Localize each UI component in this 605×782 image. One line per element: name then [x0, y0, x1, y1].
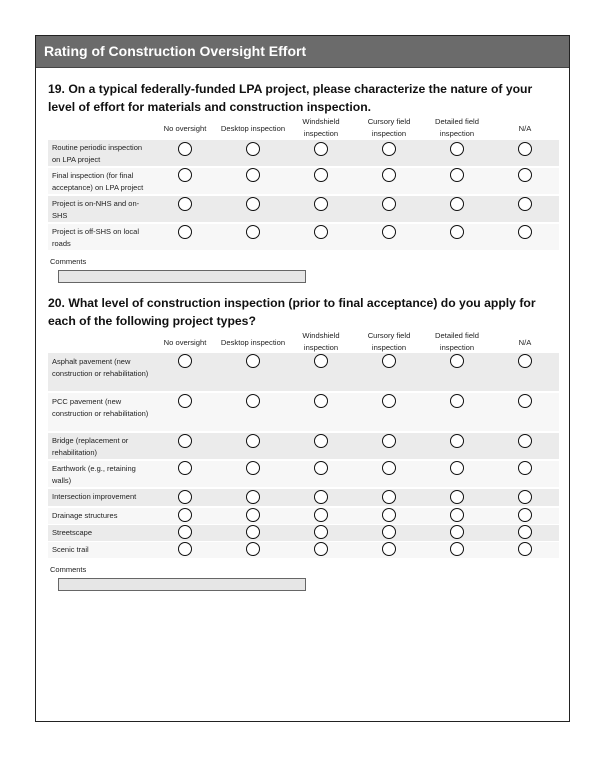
table-row — [48, 489, 559, 506]
radio-option-4[interactable] — [450, 168, 464, 182]
row-label: Project is off-SHS on local roads — [52, 227, 139, 248]
radio-option-0[interactable] — [178, 168, 192, 182]
q19-header-0: No oversight — [163, 124, 207, 133]
radio-option-0[interactable] — [178, 542, 192, 556]
row-label: Scenic trail — [52, 545, 89, 554]
radio-option-0[interactable] — [178, 434, 192, 448]
radio-option-2[interactable] — [314, 542, 328, 556]
radio-option-5[interactable] — [518, 434, 532, 448]
survey-page — [35, 35, 570, 722]
radio-option-4[interactable] — [450, 525, 464, 539]
radio-option-3[interactable] — [382, 168, 396, 182]
q19-header-4: Detailed field inspection — [435, 117, 479, 138]
row-label: Streetscape — [52, 528, 93, 537]
table-row — [48, 393, 559, 431]
radio-option-4[interactable] — [450, 434, 464, 448]
radio-option-4[interactable] — [450, 461, 464, 475]
q19-comments-field[interactable] — [58, 270, 306, 283]
q19-comments-label: Comments — [50, 257, 87, 266]
radio-option-1[interactable] — [246, 542, 260, 556]
radio-option-4[interactable] — [450, 354, 464, 368]
radio-option-5[interactable] — [518, 525, 532, 539]
table-row — [48, 433, 559, 459]
radio-option-5[interactable] — [518, 168, 532, 182]
row-label: Bridge (replacement or rehabilitation) — [52, 436, 129, 457]
radio-option-1[interactable] — [246, 461, 260, 475]
radio-option-0[interactable] — [178, 354, 192, 368]
table-row — [48, 542, 559, 558]
q20-header-2: Windshield inspection — [302, 331, 340, 352]
radio-option-2[interactable] — [314, 142, 328, 156]
radio-option-1[interactable] — [246, 394, 260, 408]
radio-option-3[interactable] — [382, 434, 396, 448]
radio-option-4[interactable] — [450, 490, 464, 504]
q20-header-1: Desktop inspection — [220, 338, 286, 347]
table-row — [48, 140, 559, 166]
radio-option-3[interactable] — [382, 508, 396, 522]
radio-option-5[interactable] — [518, 197, 532, 211]
table-row — [48, 168, 559, 194]
q19-header-1: Desktop inspection — [220, 124, 286, 133]
table-row — [48, 353, 559, 391]
radio-option-2[interactable] — [314, 197, 328, 211]
radio-option-3[interactable] — [382, 394, 396, 408]
q19-header-5: N/A — [518, 124, 532, 133]
radio-option-5[interactable] — [518, 542, 532, 556]
radio-option-4[interactable] — [450, 394, 464, 408]
radio-option-0[interactable] — [178, 394, 192, 408]
radio-option-1[interactable] — [246, 197, 260, 211]
row-label: Intersection improvement — [52, 492, 137, 501]
radio-option-1[interactable] — [246, 225, 260, 239]
radio-option-3[interactable] — [382, 142, 396, 156]
table-row — [48, 224, 559, 250]
question-20-text: 20. What level of construction inspection (prior to final acceptance) do you apply for each of the following project types? — [48, 296, 536, 328]
radio-option-3[interactable] — [382, 197, 396, 211]
radio-option-2[interactable] — [314, 508, 328, 522]
radio-option-3[interactable] — [382, 525, 396, 539]
row-label: PCC pavement (new construction or rehabilitation) — [52, 397, 149, 418]
radio-option-4[interactable] — [450, 508, 464, 522]
radio-option-5[interactable] — [518, 354, 532, 368]
radio-option-5[interactable] — [518, 225, 532, 239]
table-row — [48, 508, 559, 524]
q20-comments-field[interactable] — [58, 578, 306, 591]
radio-option-2[interactable] — [314, 490, 328, 504]
section-title: Rating of Construction Oversight Effort — [44, 43, 307, 59]
row-label: Drainage structures — [52, 511, 118, 520]
radio-option-4[interactable] — [450, 542, 464, 556]
radio-option-0[interactable] — [178, 508, 192, 522]
question-19-text: 19. On a typical federally-funded LPA project, please characterize the nature of your level of effort for materials and construction inspection. — [48, 82, 533, 114]
radio-option-0[interactable] — [178, 525, 192, 539]
radio-option-0[interactable] — [178, 461, 192, 475]
radio-option-5[interactable] — [518, 142, 532, 156]
radio-option-5[interactable] — [518, 490, 532, 504]
row-label: Project is on-NHS and on-SHS — [52, 199, 140, 220]
radio-option-0[interactable] — [178, 490, 192, 504]
q20-header-4: Detailed field inspection — [435, 331, 479, 352]
row-label: Routine periodic inspection on LPA project — [52, 143, 143, 164]
radio-option-1[interactable] — [246, 508, 260, 522]
radio-option-0[interactable] — [178, 197, 192, 211]
row-label: Asphalt pavement (new construction or rehabilitation) — [52, 357, 149, 378]
radio-option-2[interactable] — [314, 354, 328, 368]
radio-option-1[interactable] — [246, 490, 260, 504]
radio-option-2[interactable] — [314, 461, 328, 475]
radio-option-3[interactable] — [382, 461, 396, 475]
radio-option-3[interactable] — [382, 354, 396, 368]
radio-option-0[interactable] — [178, 225, 192, 239]
radio-option-5[interactable] — [518, 394, 532, 408]
table-row — [48, 525, 559, 541]
radio-option-1[interactable] — [246, 354, 260, 368]
q19-header-2: Windshield inspection — [302, 117, 340, 138]
radio-option-3[interactable] — [382, 542, 396, 556]
table-row — [48, 461, 559, 487]
radio-option-2[interactable] — [314, 525, 328, 539]
q20-comments-label: Comments — [50, 565, 87, 574]
radio-option-4[interactable] — [450, 197, 464, 211]
radio-option-3[interactable] — [382, 490, 396, 504]
radio-option-1[interactable] — [246, 434, 260, 448]
radio-option-2[interactable] — [314, 434, 328, 448]
section-header — [36, 36, 569, 68]
radio-option-2[interactable] — [314, 394, 328, 408]
radio-option-1[interactable] — [246, 142, 260, 156]
radio-option-2[interactable] — [314, 168, 328, 182]
radio-option-1[interactable] — [246, 525, 260, 539]
radio-option-1[interactable] — [246, 168, 260, 182]
radio-option-2[interactable] — [314, 225, 328, 239]
radio-option-3[interactable] — [382, 225, 396, 239]
table-row — [48, 196, 559, 222]
q20-header-3: Cursory field inspection — [367, 331, 411, 352]
row-label: Final inspection (for final acceptance) on LPA project — [52, 171, 144, 192]
radio-option-5[interactable] — [518, 461, 532, 475]
q20-header-0: No oversight — [163, 338, 207, 347]
radio-option-0[interactable] — [178, 142, 192, 156]
radio-option-4[interactable] — [450, 225, 464, 239]
radio-option-4[interactable] — [450, 142, 464, 156]
q19-header-3: Cursory field inspection — [367, 117, 411, 138]
radio-option-5[interactable] — [518, 508, 532, 522]
q20-header-5: N/A — [518, 338, 532, 347]
row-label: Earthwork (e.g., retaining walls) — [52, 464, 136, 485]
